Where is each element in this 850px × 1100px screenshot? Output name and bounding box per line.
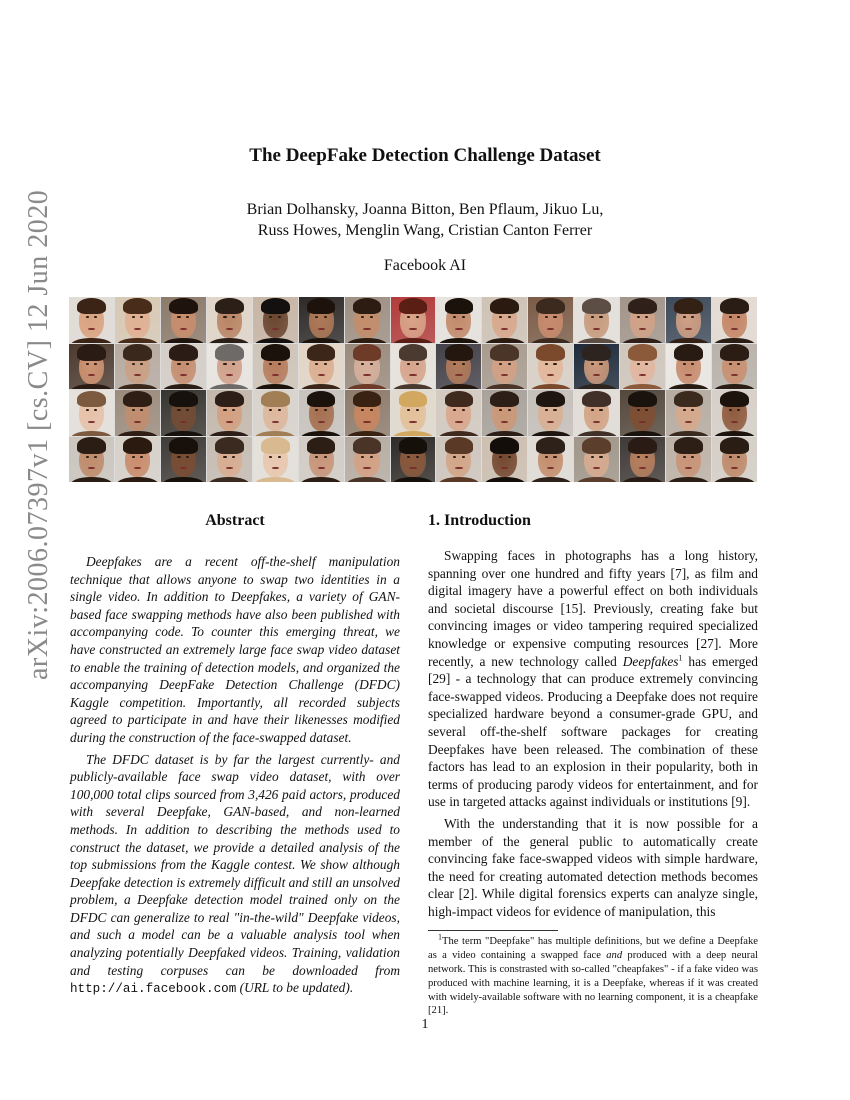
footnote-emphasis: and <box>606 950 623 962</box>
introduction-heading: 1. Introduction <box>428 512 531 529</box>
footnote-text-b: produced with a deep neural network. This is constrasted with so-called "cheapfakes" - if a fake video was produced with machine learning, it is a Deepfake, whereas if it was created with widely-available software with no learning component, it is a cheapfake [21]. <box>428 950 758 1017</box>
face-thumbnail <box>207 344 252 390</box>
face-thumbnail <box>299 390 344 436</box>
introduction-paragraph-2: With the understanding that it is now possible for a member of the general public to automatically create convincing fake face-swapped videos with simple hardware, the need for creating automated detection methods becomes clear [2]. While digital forensics experts can analyze single, high-impact videos for evidence of manipulation, this <box>428 815 758 919</box>
face-thumbnail <box>115 344 160 390</box>
face-thumbnail <box>161 390 206 436</box>
face-thumbnail <box>528 437 573 483</box>
face-thumbnail <box>620 344 665 390</box>
face-thumbnail <box>253 297 298 343</box>
face-thumbnail <box>299 437 344 483</box>
face-thumbnail <box>69 344 114 390</box>
intro-term-deepfakes: Deepfakes <box>622 653 679 669</box>
face-thumbnail <box>207 390 252 436</box>
face-thumbnail <box>436 297 481 343</box>
face-thumbnail <box>253 344 298 390</box>
face-thumbnail <box>69 437 114 483</box>
affiliation: Facebook AI <box>383 257 467 274</box>
face-thumbnail <box>391 390 436 436</box>
dataset-url: http://ai.facebook.com <box>70 982 237 997</box>
face-thumbnail <box>712 344 757 390</box>
face-thumbnail <box>574 437 619 483</box>
abstract-column <box>70 512 400 999</box>
face-thumbnail <box>620 297 665 343</box>
face-thumbnail <box>482 297 527 343</box>
face-thumbnail <box>345 297 390 343</box>
face-thumbnail <box>115 297 160 343</box>
footnote-mark: 1 <box>438 932 442 942</box>
face-thumbnail <box>391 297 436 343</box>
introduction-column <box>428 512 758 1018</box>
face-thumbnail <box>345 390 390 436</box>
face-thumbnail <box>666 344 711 390</box>
dataset-url-note: (URL to be updated). <box>239 980 354 996</box>
abstract-paragraph-1: Deepfakes are a recent off-the-shelf manipulation technique that allows anyone to swap two identities in a single video. In addition to Deepfakes, a variety of GAN-based face swapping methods have also been published with accompanying code. To counter this emerging threat, we have constructed an extremely large face swap video dataset to enable the training of detection models, and organized the accompanying DeepFake Detection Challenge (DFDC) Kaggle competition. Importantly, all recorded subjects agreed to participate in and have their likenesses modified during the construction of the face-swapped dataset. <box>70 554 400 745</box>
face-thumbnail <box>666 297 711 343</box>
face-thumbnail <box>299 297 344 343</box>
face-thumbnail <box>115 437 160 483</box>
abstract-paragraph-2-text: The DFDC dataset is by far the largest currently- and publicly-available face swap video dataset, with over 100,000 total clips sourced from 3,426 paid actors, produced with several Deepfake, GAN-based, and non-learned methods. In addition to describing the methods used to construct the dataset, we provide a detailed analysis of the top submissions from the Kaggle contest. We show although Deepfake detection is extremely difficult and still an unsolved problem, a Deepfake detection model trained only on the DFDC can generalize to real "in-the-wild" Deepfake videos, and such a model can be a valuable analysis tool when analyzing potentially Deepfaked videos. Training, validation and testing corpuses can be downloaded from <box>70 751 400 978</box>
footnote-text-a: The term "Deepfake" has multiple definitions, but we define a Deepfake as a video containing a swapped face <box>428 936 758 962</box>
face-thumbnail <box>161 297 206 343</box>
authors-line-1: Brian Dolhansky, Joanna Bitton, Ben Pflaum, Jikuo Lu, <box>246 201 604 218</box>
face-thumbnail <box>482 344 527 390</box>
face-thumbnail <box>345 437 390 483</box>
footnote <box>428 932 758 1018</box>
intro-p1-a: Swapping faces in photographs has a long history, spanning over one hundred and fifty years [7], as film and digital imagery have a powerful effect on both individuals and societal discourse [15]. Previously, creating fake but convincing images or video tampering required specialized knowledge or expensive computing resources [27]. More recently, a new technology called <box>428 548 758 669</box>
face-thumbnail <box>161 437 206 483</box>
face-thumbnail <box>666 390 711 436</box>
face-thumbnail <box>436 437 481 483</box>
face-thumbnail <box>207 297 252 343</box>
face-thumbnail <box>620 390 665 436</box>
face-thumbnail <box>712 390 757 436</box>
arxiv-stamp-text: arXiv:2006.07397v1 [cs.CV] 12 Jun 2020 <box>23 189 54 680</box>
face-thumbnail <box>666 437 711 483</box>
face-thumbnail <box>574 297 619 343</box>
footnote-rule <box>428 930 558 931</box>
face-thumbnail <box>115 390 160 436</box>
face-thumbnail <box>574 344 619 390</box>
face-thumbnail <box>528 390 573 436</box>
face-thumbnail <box>436 344 481 390</box>
face-thumbnail <box>620 437 665 483</box>
face-thumbnail <box>482 437 527 483</box>
abstract-heading: Abstract <box>205 512 265 529</box>
face-thumbnail <box>712 437 757 483</box>
face-thumbnail <box>69 390 114 436</box>
face-thumbnail <box>391 437 436 483</box>
face-thumbnail <box>482 390 527 436</box>
face-thumbnail <box>299 344 344 390</box>
authors-line-2: Russ Howes, Menglin Wang, Cristian Canton Ferrer <box>257 222 593 239</box>
face-thumbnail <box>69 297 114 343</box>
face-thumbnail <box>207 437 252 483</box>
face-thumbnail <box>253 390 298 436</box>
face-thumbnail <box>253 437 298 483</box>
face-thumbnail <box>161 344 206 390</box>
abstract-paragraph-2 <box>70 751 400 999</box>
author-list <box>0 199 850 241</box>
footnote-ref: 1 <box>678 653 683 663</box>
introduction-paragraph-1 <box>428 547 758 811</box>
face-thumbnail <box>712 297 757 343</box>
face-thumbnail <box>436 390 481 436</box>
face-thumbnail <box>391 344 436 390</box>
face-thumbnail <box>345 344 390 390</box>
face-thumbnail <box>574 390 619 436</box>
face-thumbnail <box>528 297 573 343</box>
intro-p1-b: has emerged [29] - a technology that can produce extremely convincing face-swapped videos. Producing a Deepfake does not require specialized hardware beyond a consumer-grade GPU, and several off-the-shelf software packages for creating Deepfakes have been released. The combination of these factors has lead to an explosion in their popularity, both in terms of producing parody videos for entertainment, and for use in targeted attacks against individuals or institutions [9]. <box>428 653 758 810</box>
face-thumbnail <box>528 344 573 390</box>
face-thumbnail-grid <box>69 297 757 482</box>
page-number: 1 <box>421 1017 429 1032</box>
paper-title: The DeepFake Detection Challenge Dataset <box>249 145 601 166</box>
